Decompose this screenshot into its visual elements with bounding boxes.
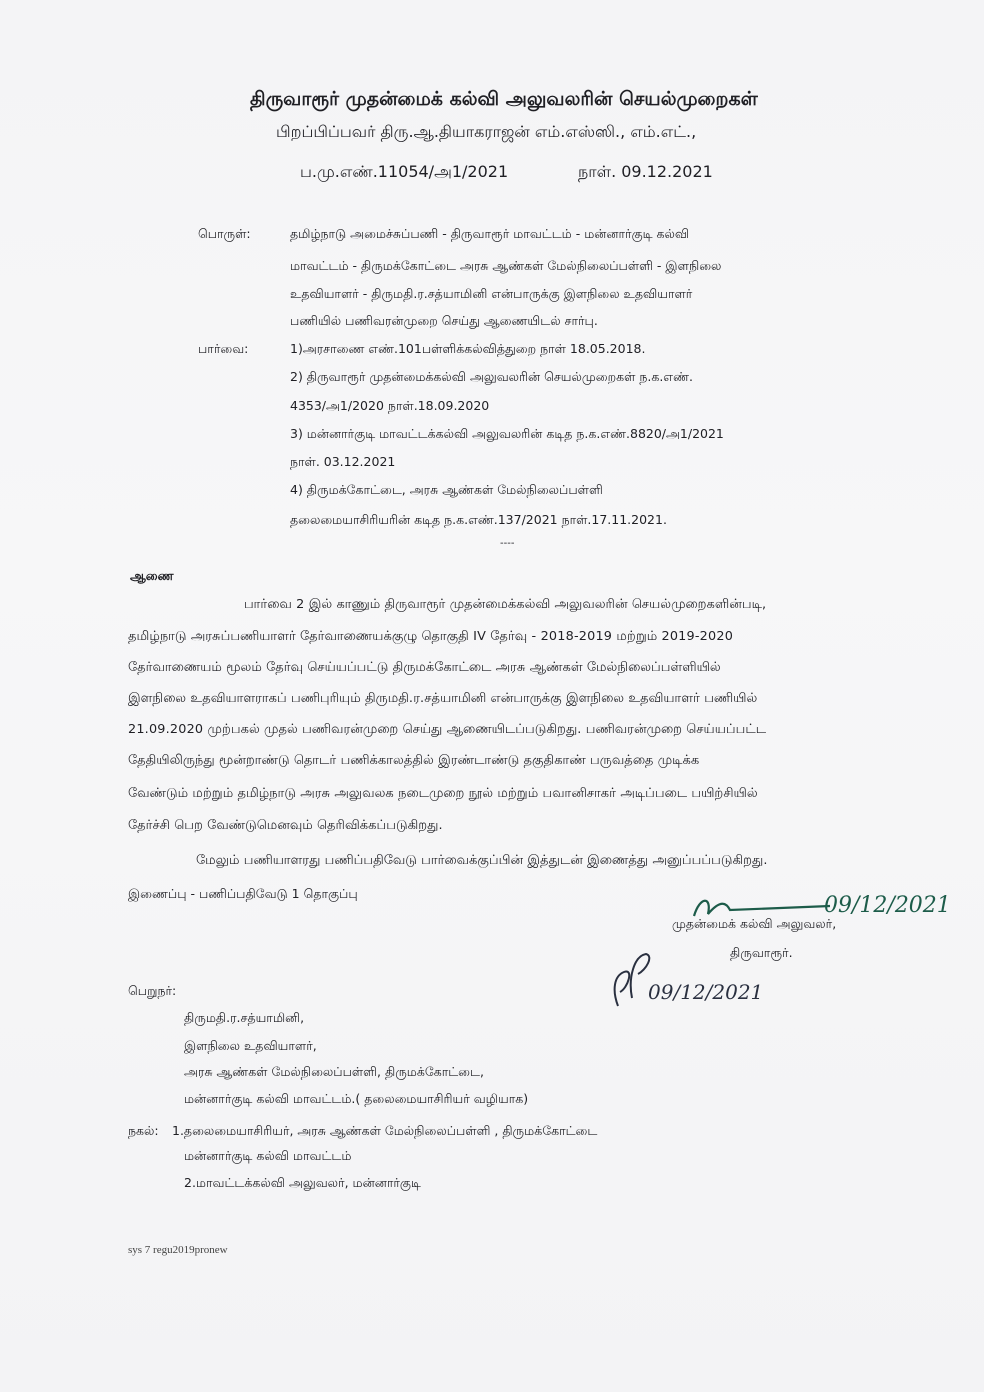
copy-line: மன்னார்குடி கல்வி மாவட்டம் xyxy=(184,1148,352,1163)
reference-line: 4353/அ1/2020 நாள்.18.09.2020 xyxy=(290,398,490,413)
reference-number: ப.மு.எண்.11054/அ1/2021 xyxy=(300,162,509,181)
signature-date: 09/12/2021 xyxy=(824,893,951,918)
section-separator: ---- xyxy=(500,538,515,549)
enclosure-note: இணைப்பு - பணிப்பதிவேடு 1 தொகுப்பு xyxy=(128,886,358,901)
order-paragraph-line: பார்வை 2 இல் காணும் திருவாரூர் முதன்மைக்கல்வி அலுவலரின் செயல்முறைகளின்படி, xyxy=(244,597,767,612)
document-date: நாள். 09.12.2021 xyxy=(578,162,713,181)
recipient-label: பெறுநர்: xyxy=(128,983,177,998)
copy-line: 2.மாவட்டக்கல்வி அலுவலர், மன்னார்குடி xyxy=(184,1175,421,1190)
reference-line: 1)அரசாணை எண்.101பள்ளிக்கல்வித்துறை நாள் 18.05.2018. xyxy=(290,341,646,356)
subject-line: மாவட்டம் - திருமக்கோட்டை அரசு ஆண்கள் மேல்நிலைப்பள்ளி - இளநிலை xyxy=(290,258,722,273)
subject-line: தமிழ்நாடு அமைச்சுப்பணி - திருவாரூர் மாவட்டம் - மன்னார்குடி கல்வி xyxy=(290,226,690,241)
order-paragraph-line: தேர்ச்சி பெற வேண்டுமெனவும் தெரிவிக்கப்படுகிறது. xyxy=(128,818,443,833)
further-note: மேலும் பணியாளரது பணிப்பதிவேடு பார்வைக்குப்பின் இத்துடன் இணைத்து அனுப்பப்படுகிறது. xyxy=(196,853,768,868)
reference-line: 2) திருவாரூர் முதன்மைக்கல்வி அலுவலரின் செயல்முறைகள் ந.க.எண். xyxy=(290,369,693,384)
subject-label: பொருள்: xyxy=(198,226,251,241)
footer-code: sys 7 regu2019pronew xyxy=(128,1244,228,1256)
copy-line: 1.தலைமையாசிரியர், அரசு ஆண்கள் மேல்நிலைப்பள்ளி , திருமக்கோட்டை xyxy=(172,1123,598,1138)
order-paragraph-line: தேர்வாணையம் மூலம் தேர்வு செய்யப்பட்டு திருமக்கோட்டை அரசு ஆண்கள் மேல்நிலைப்பள்ளியில் xyxy=(128,660,721,675)
order-paragraph-line: 21.09.2020 முற்பகல் முதல் பணிவரன்முறை செய்து ஆணையிடப்படுகிறது. பணிவரன்முறை செய்யப்பட்ட xyxy=(128,722,767,737)
signatory-place: திருவாரூர். xyxy=(730,945,793,960)
order-paragraph-line: வேண்டும் மற்றும் தமிழ்நாடு அரசு அலுவலக நடைமுறை நூல் மற்றும் பவானிசாகர் அடிப்படை பயிற்சியில் xyxy=(128,786,758,801)
reference-line: 4) திருமக்கோட்டை, அரசு ஆண்கள் மேல்நிலைப்பள்ளி xyxy=(290,482,603,497)
recipient-line: மன்னார்குடி கல்வி மாவட்டம்.( தலைமையாசிரியர் வழியாக) xyxy=(184,1091,529,1106)
recipient-line: இளநிலை உதவியாளர், xyxy=(184,1038,317,1053)
initial-date: 09/12/2021 xyxy=(648,980,764,1004)
signatory-designation: முதன்மைக் கல்வி அலுவலர், xyxy=(672,916,837,931)
recipient-line: அரசு ஆண்கள் மேல்நிலைப்பள்ளி, திருமக்கோட்டை, xyxy=(184,1064,484,1079)
reference-line: தலைமையாசிரியரின் கடித ந.க.எண்.137/2021 நாள்.17.11.2021. xyxy=(290,512,667,527)
references-label: பார்வை: xyxy=(198,341,249,356)
issuer-line: பிறப்பிப்பவர் திரு.ஆ.தியாகராஜன் எம்.எஸ்ஸி., எம்.எட்., xyxy=(276,122,697,141)
order-paragraph-line: தமிழ்நாடு அரசுப்பணியாளர் தேர்வாணையக்குழு தொகுதி IV தேர்வு - 2018-2019 மற்றும் 2019-2020 xyxy=(128,629,734,644)
order-paragraph-line: தேதியிலிருந்து மூன்றாண்டு தொடர் பணிக்காலத்தில் இரண்டாண்டு தகுதிகாண் பருவத்தை முடிக்க xyxy=(128,753,700,768)
subject-line: உதவியாளர் - திருமதி.ர.சத்யாமினி என்பாருக்கு இளநிலை உதவியாளர் xyxy=(290,286,693,301)
document-title: திருவாரூர் முதன்மைக் கல்வி அலுவலரின் செயல்முறைகள் xyxy=(250,88,758,110)
order-heading: ஆணை xyxy=(130,568,174,583)
recipient-line: திருமதி.ர.சத்யாமினி, xyxy=(184,1010,305,1025)
copy-label: நகல்: xyxy=(128,1123,159,1138)
order-paragraph-line: இளநிலை உதவியாளராகப் பணிபுரியும் திருமதி.ர.சத்யாமினி என்பாருக்கு இளநிலை உதவியாளர் பணியில் xyxy=(128,691,758,706)
reference-line: 3) மன்னார்குடி மாவட்டக்கல்வி அலுவலரின் கடித ந.க.எண்.8820/அ1/2021 xyxy=(290,426,724,441)
subject-line: பணியில் பணிவரன்முறை செய்து ஆணையிடல் சார்பு. xyxy=(290,313,598,328)
reference-line: நாள். 03.12.2021 xyxy=(290,454,396,469)
